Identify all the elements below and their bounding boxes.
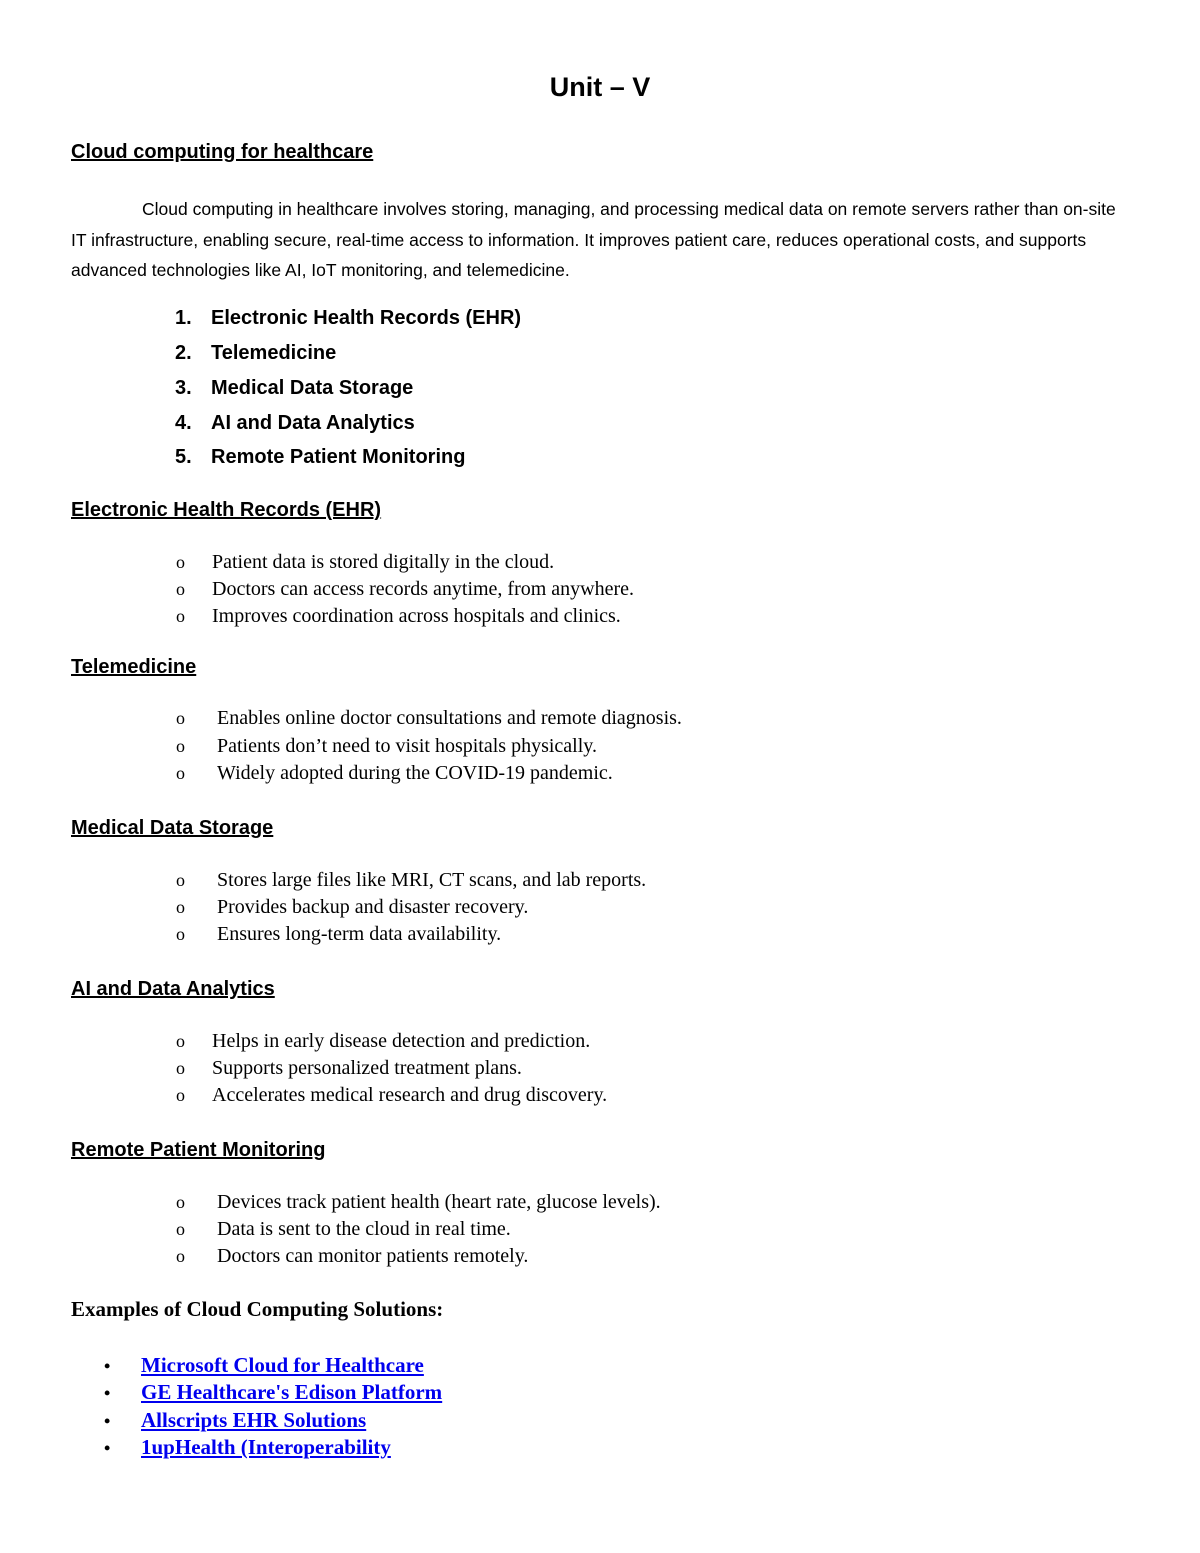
page-title: Unit – V (549, 72, 651, 102)
circle-bullet-icon: o (176, 1058, 185, 1078)
circle-bullet-icon: o (176, 606, 185, 626)
circle-bullet-icon: o (176, 1085, 185, 1105)
link-1uphealth[interactable]: 1upHealth (Interoperability (141, 1435, 391, 1459)
bullet-icon: • (104, 1411, 111, 1431)
topic-label: Remote Patient Monitoring (211, 446, 466, 468)
topic-number: 3. (175, 377, 192, 399)
intro-paragraph: Cloud computing in healthcare involves storing, managing, and processing medical data on remote servers rather than on-site IT infrastructure, enabling secure, real-time access to information. It improves patient care, reduces operational costs, and supports advanced technologies like AI, IoT monitoring, and telemedicine. (71, 199, 1116, 280)
topic-label: Electronic Health Records (EHR) (211, 307, 522, 329)
ai-analytics-heading: AI and Data Analytics (71, 978, 275, 1000)
topic-label: AI and Data Analytics (211, 412, 415, 434)
remote-monitoring-heading: Remote Patient Monitoring (71, 1139, 326, 1161)
topic-number: 4. (175, 412, 192, 434)
telemedicine-heading: Telemedicine (71, 656, 197, 678)
list-item: o Doctors can access records anytime, from anywhere. (176, 576, 634, 603)
list-item: o Supports personalized treatment plans. (176, 1055, 522, 1082)
topic-item (175, 373, 413, 403)
bullet-icon: • (104, 1438, 111, 1458)
medical-data-storage-heading: Medical Data Storage (71, 817, 274, 839)
list-item: o Devices track patient health (heart rate, glucose levels). (176, 1189, 661, 1216)
list-item: o Doctors can monitor patients remotely. (176, 1243, 528, 1270)
list-item (104, 1406, 366, 1434)
link-microsoft-cloud[interactable]: Microsoft Cloud for Healthcare (141, 1353, 424, 1377)
circle-bullet-icon: o (176, 1192, 185, 1212)
topic-label: Telemedicine (211, 342, 337, 364)
circle-bullet-icon: o (176, 1031, 185, 1051)
main-section-heading: Cloud computing for healthcare (71, 141, 374, 163)
circle-bullet-icon: o (176, 763, 185, 783)
list-item: o Provides backup and disaster recovery. (176, 894, 528, 921)
list-item: o Ensures long-term data availability. (176, 921, 501, 948)
topic-item (175, 408, 415, 438)
list-item: o Helps in early disease detection and prediction. (176, 1028, 590, 1055)
circle-bullet-icon: o (176, 708, 185, 728)
circle-bullet-icon: o (176, 870, 185, 890)
topic-number: 2. (175, 342, 192, 364)
topic-label: Medical Data Storage (211, 377, 414, 399)
list-item: o Enables online doctor consultations and remote diagnosis. (176, 705, 682, 732)
ehr-heading: Electronic Health Records (EHR) (71, 499, 382, 521)
list-item (104, 1433, 391, 1461)
topic-number: 5. (175, 446, 192, 468)
list-item (104, 1378, 442, 1406)
circle-bullet-icon: o (176, 1219, 185, 1239)
circle-bullet-icon: o (176, 552, 185, 572)
circle-bullet-icon: o (176, 579, 185, 599)
list-item: o Widely adopted during the COVID-19 pandemic. (176, 760, 613, 787)
link-allscripts[interactable]: Allscripts EHR Solutions (141, 1408, 367, 1432)
topic-item (175, 303, 521, 333)
list-item (104, 1351, 424, 1379)
list-item: o Patient data is stored digitally in the cloud. (176, 549, 554, 576)
list-item: o Improves coordination across hospitals and clinics. (176, 603, 621, 630)
circle-bullet-icon: o (176, 736, 185, 756)
topic-item (175, 338, 336, 368)
circle-bullet-icon: o (176, 1246, 185, 1266)
topic-item (175, 442, 465, 472)
link-ge-edison[interactable]: GE Healthcare's Edison Platform (141, 1380, 443, 1404)
bullet-icon: • (104, 1383, 111, 1403)
bullet-icon: • (104, 1356, 111, 1376)
examples-heading: Examples of Cloud Computing Solutions: (71, 1297, 444, 1321)
circle-bullet-icon: o (176, 924, 185, 944)
list-item: o Data is sent to the cloud in real time. (176, 1216, 511, 1243)
topic-number: 1. (175, 307, 192, 329)
list-item: o Stores large files like MRI, CT scans, and lab reports. (176, 867, 646, 894)
list-item: o Accelerates medical research and drug discovery. (176, 1082, 607, 1109)
circle-bullet-icon: o (176, 897, 185, 917)
list-item: o Patients don’t need to visit hospitals physically. (176, 733, 597, 760)
